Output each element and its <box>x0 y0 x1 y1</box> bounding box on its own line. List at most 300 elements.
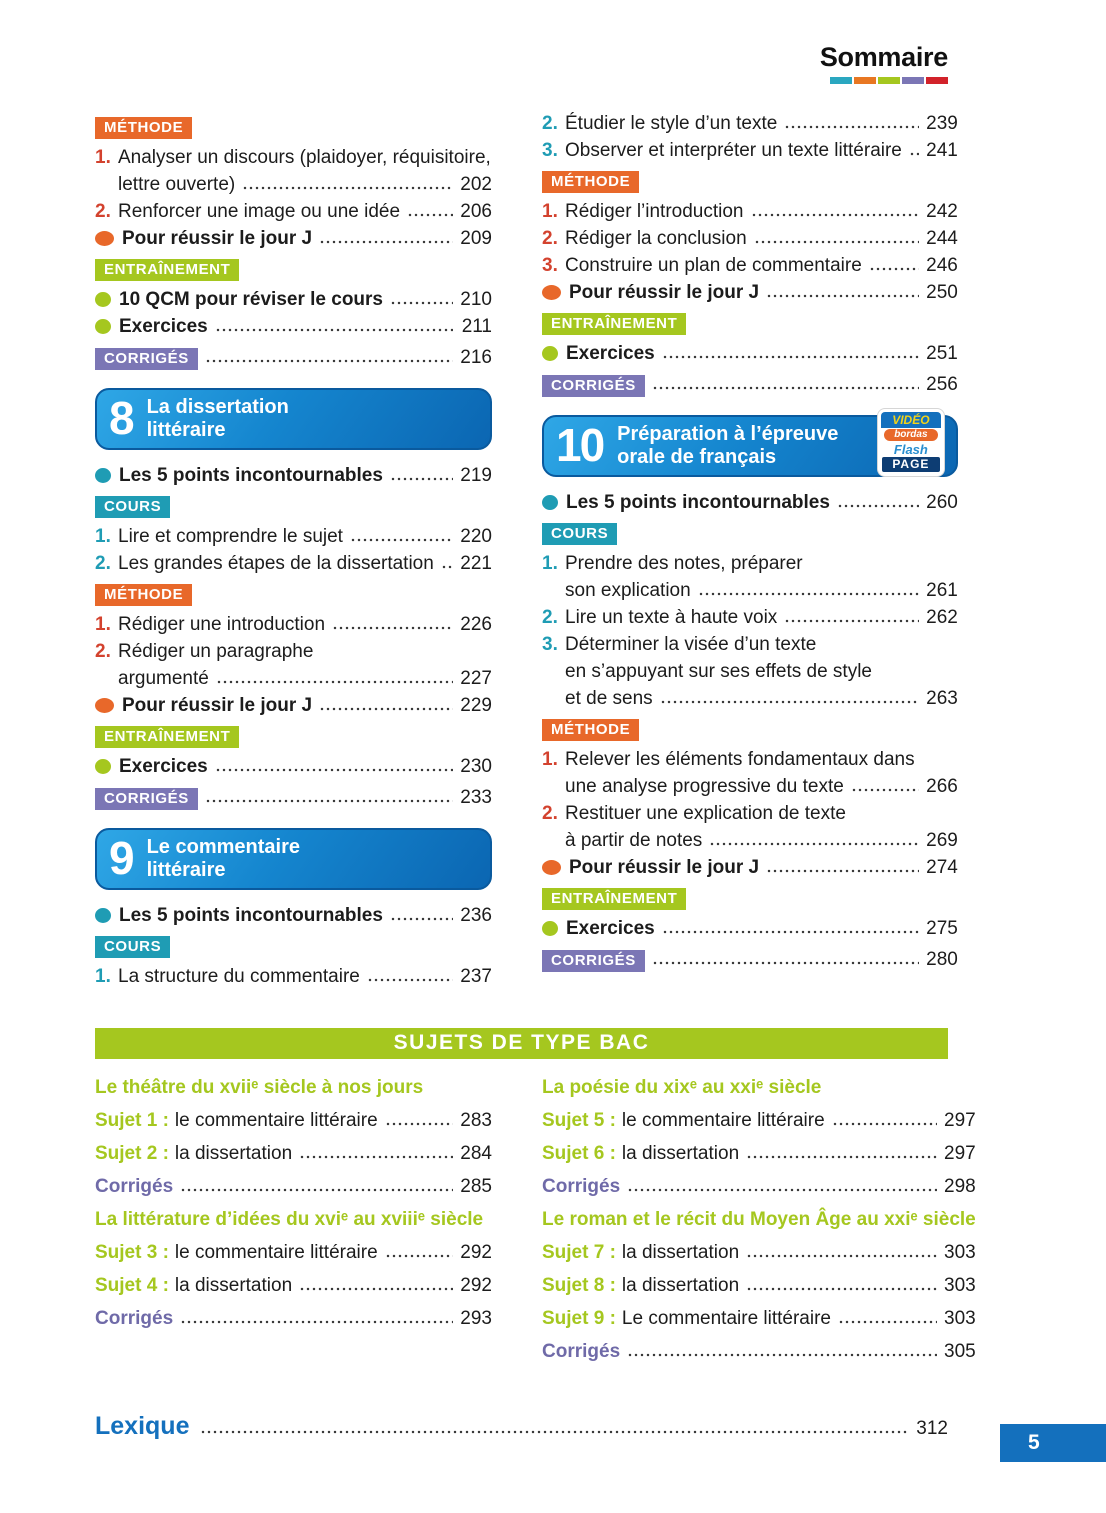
entry-text: en s’appuyant sur ses effets de style <box>565 661 872 682</box>
entry-text: Analyser un discours (plaidoyer, réquisitoire, <box>118 147 491 168</box>
bac-theme-heading: La poésie du xixᵉ au xxiᵉ siècle <box>542 1077 822 1098</box>
dot-leader <box>627 1353 937 1357</box>
chapter-number: 8 <box>109 392 133 445</box>
colorbar-segment-1 <box>830 77 852 84</box>
entry-line <box>95 550 492 577</box>
toc-badge-row <box>95 936 492 958</box>
bac-row-text: la dissertation <box>621 1275 740 1296</box>
entry-page-number: 227 <box>460 668 492 689</box>
bac-row-text: la dissertation <box>621 1143 740 1164</box>
entry-page-number: 211 <box>461 316 492 337</box>
bac-sujet-row <box>542 1302 976 1335</box>
bac-subjects-section <box>95 1028 976 1368</box>
entry-line <box>542 685 958 712</box>
video-badge-page-label: PAGE <box>882 457 940 472</box>
entry-text: Construire un plan de commentaire <box>565 255 862 276</box>
badge-methode: MÉTHODE <box>542 171 639 193</box>
bac-row-label: Corrigés <box>542 1176 621 1197</box>
dot-leader <box>662 355 919 359</box>
toc-badge-row <box>542 171 958 193</box>
bac-row-label: Sujet 5 : <box>542 1110 616 1131</box>
toc-entry <box>95 963 492 990</box>
colorbar-segment-2 <box>854 77 876 84</box>
entry-page-number: 251 <box>926 343 958 364</box>
dot-leader <box>350 538 453 542</box>
entry-page-number: 275 <box>926 918 958 939</box>
bac-sujet-row <box>95 1269 492 1302</box>
toc-badge-row <box>542 719 958 741</box>
entry-page-number: 210 <box>460 289 492 310</box>
bac-column-left <box>95 1071 492 1368</box>
dot-leader <box>766 294 919 298</box>
entry-page-number: 280 <box>926 949 958 970</box>
entry-number: 1. <box>95 614 111 635</box>
toc-entry <box>95 550 492 577</box>
toc-badge-row <box>542 949 958 972</box>
green-bullet-icon <box>542 921 558 936</box>
dot-leader <box>784 619 919 623</box>
bac-corriges-row <box>95 1170 492 1203</box>
bac-row-label: Sujet 1 : <box>95 1110 169 1131</box>
entry-page-number: 305 <box>944 1341 976 1362</box>
toc-entry <box>542 800 958 854</box>
chapter-number: 10 <box>556 419 604 472</box>
entry-text: son explication <box>565 580 691 601</box>
badge-corriges: CORRIGÉS <box>95 788 198 810</box>
toc-badge-row <box>95 117 492 139</box>
entry-number: 3. <box>542 255 558 276</box>
bac-sujet-row <box>95 1137 492 1170</box>
dot-leader <box>299 1155 453 1159</box>
badge-corriges: CORRIGÉS <box>95 348 198 370</box>
entry-text: Déterminer la visée d’un texte <box>565 634 817 655</box>
entry-text: Les grandes étapes de la dissertation <box>118 553 434 574</box>
toc-badge-row <box>95 726 492 748</box>
bac-row-text: le commentaire littéraire <box>174 1242 378 1263</box>
chapter-title-line: littéraire <box>146 859 226 881</box>
bac-theme-heading: Le théâtre du xviiᵉ siècle à nos jours <box>95 1077 424 1098</box>
entry-page-number: 241 <box>926 140 958 161</box>
video-badge-bordas-logo: bordas <box>884 429 938 441</box>
entry-page-number: 292 <box>460 1275 492 1296</box>
entry-page-number: 297 <box>944 1110 976 1131</box>
entry-line <box>542 137 958 164</box>
entry-number: 2. <box>95 641 111 662</box>
dot-leader <box>319 240 453 244</box>
entry-page-number: 229 <box>460 695 492 716</box>
entry-text: argumenté <box>118 668 209 689</box>
dot-leader <box>242 186 453 190</box>
bac-row-label: Sujet 6 : <box>542 1143 616 1164</box>
badge-methode: MÉTHODE <box>95 584 192 606</box>
entry-line <box>95 171 492 198</box>
entry-number: 3. <box>542 634 558 655</box>
toc-badge-row <box>95 584 492 606</box>
entry-text: Pour réussir le jour J <box>569 282 760 303</box>
toc-entry <box>542 550 958 604</box>
green-bullet-icon <box>95 292 111 307</box>
entry-line <box>95 144 492 171</box>
dot-leader <box>627 1188 937 1192</box>
chapter-title <box>147 396 289 442</box>
page-header <box>95 42 948 84</box>
toc-badge-row <box>95 496 492 518</box>
dot-leader <box>746 1287 937 1291</box>
video-badge-flash-label: Flash <box>893 441 928 457</box>
entry-line <box>542 252 958 279</box>
entry-number: 2. <box>542 607 558 628</box>
page-title: Sommaire <box>819 42 948 72</box>
entry-text: Exercices <box>566 918 655 939</box>
entry-line <box>95 638 492 665</box>
bac-row-label: Sujet 7 : <box>542 1242 616 1263</box>
bac-row-text: le commentaire littéraire <box>621 1110 825 1131</box>
lexique-row <box>95 1412 948 1441</box>
entry-page-number: 226 <box>460 614 492 635</box>
entry-page-number: 262 <box>926 607 958 628</box>
entry-line <box>95 963 492 990</box>
entry-text: Les 5 points incontournables <box>119 465 383 486</box>
orange-bullet-icon <box>542 285 561 300</box>
entry-page-number: 303 <box>944 1275 976 1296</box>
toc-entry <box>95 692 492 719</box>
entry-page-number: 260 <box>926 492 958 513</box>
entry-text: Rédiger une introduction <box>118 614 326 635</box>
dot-leader <box>441 565 453 569</box>
toc-entry <box>95 611 492 638</box>
teal-bullet-icon <box>95 908 111 923</box>
entry-line <box>542 746 958 773</box>
bac-row-label: Sujet 3 : <box>95 1242 169 1263</box>
entry-page-number: 283 <box>460 1110 492 1131</box>
bac-row-label: Sujet 9 : <box>542 1308 616 1329</box>
entry-text: une analyse progressive du texte <box>565 776 844 797</box>
bac-row-label: Sujet 8 : <box>542 1275 616 1296</box>
bac-row-text: Le commentaire littéraire <box>621 1308 831 1329</box>
entry-page-number: 297 <box>944 1143 976 1164</box>
entry-text: Exercices <box>119 316 208 337</box>
chapter-title-line: Le commentaire <box>146 836 300 858</box>
badge-corriges: CORRIGÉS <box>542 950 645 972</box>
dot-leader <box>319 707 453 711</box>
dot-leader <box>390 301 453 305</box>
chapter-title-line: littéraire <box>146 419 226 441</box>
dot-leader <box>385 1122 453 1126</box>
badge-cours: COURS <box>95 936 170 958</box>
entry-number: 2. <box>542 113 558 134</box>
bac-row-label: Corrigés <box>542 1341 621 1362</box>
toc-entry <box>542 489 958 516</box>
entry-text: La structure du commentaire <box>118 966 360 987</box>
video-badge-video-label: VIDÉO <box>881 412 941 428</box>
dot-leader <box>662 930 919 934</box>
entry-text: Lire et comprendre le sujet <box>118 526 343 547</box>
teal-bullet-icon <box>542 495 558 510</box>
badge-methode: MÉTHODE <box>95 117 192 139</box>
bac-row-text: la dissertation <box>621 1242 740 1263</box>
entry-page-number: 237 <box>460 966 492 987</box>
dot-leader <box>652 961 919 965</box>
colorbar-segment-3 <box>878 77 900 84</box>
entry-text: Relever les éléments fondamentaux dans <box>565 749 915 770</box>
chapter-title <box>147 836 300 882</box>
toc-entry <box>95 638 492 692</box>
bac-sujet-row <box>542 1269 976 1302</box>
entry-page-number: 216 <box>460 347 492 368</box>
entry-text: Observer et interpréter un texte littéraire <box>565 140 902 161</box>
bac-sujet-row <box>542 1137 976 1170</box>
toc-entry <box>95 225 492 252</box>
bac-row-text: la dissertation <box>174 1143 293 1164</box>
entry-line <box>542 773 958 800</box>
bac-row-label: Corrigés <box>95 1176 174 1197</box>
entry-text: Lire un texte à haute voix <box>565 607 778 628</box>
entry-number: 1. <box>95 147 111 168</box>
toc-entry <box>95 462 492 489</box>
entry-line <box>542 827 958 854</box>
entry-page-number: 285 <box>460 1176 492 1197</box>
entry-line <box>542 110 958 137</box>
toc-entry <box>95 902 492 929</box>
table-of-contents <box>95 110 958 990</box>
entry-page-number: 293 <box>460 1308 492 1329</box>
toc-entry <box>95 286 492 313</box>
entry-text: Renforcer une image ou une idée <box>118 201 401 222</box>
entry-page-number: 230 <box>460 756 492 777</box>
entry-line <box>95 611 492 638</box>
dot-leader <box>205 799 453 803</box>
toc-entry <box>542 225 958 252</box>
chapter-title-line: Préparation à l’épreuve <box>617 423 839 445</box>
bac-banner: SUJETS DE TYPE BAC <box>95 1028 948 1059</box>
green-bullet-icon <box>95 759 111 774</box>
chapter-box <box>95 388 492 450</box>
entry-text: Pour réussir le jour J <box>122 228 313 249</box>
dot-leader <box>215 328 453 332</box>
entry-page-number: 250 <box>926 282 958 303</box>
toc-entry <box>542 110 958 137</box>
dot-leader <box>851 788 919 792</box>
entry-page-number: 244 <box>926 228 958 249</box>
dot-leader <box>216 680 453 684</box>
dot-leader <box>766 869 919 873</box>
dot-leader <box>200 1430 909 1434</box>
entry-number: 2. <box>95 201 111 222</box>
entry-page-number: 298 <box>944 1176 976 1197</box>
toc-entry <box>542 631 958 712</box>
entry-page-number: 202 <box>460 174 492 195</box>
entry-page-number: 220 <box>460 526 492 547</box>
bac-corriges-row <box>95 1302 492 1335</box>
entry-text: Rédiger un paragraphe <box>118 641 314 662</box>
dot-leader <box>909 152 919 156</box>
entry-line <box>542 631 958 658</box>
entry-text: Exercices <box>566 343 655 364</box>
entry-text: Les 5 points incontournables <box>566 492 830 513</box>
bac-sujet-row <box>542 1236 976 1269</box>
entry-text: Les 5 points incontournables <box>119 905 383 926</box>
toc-entry <box>95 198 492 225</box>
dot-leader <box>385 1254 453 1258</box>
entry-text: Étudier le style d’un texte <box>565 113 778 134</box>
toc-entry <box>542 340 958 367</box>
bac-sujet-row <box>542 1104 976 1137</box>
dot-leader <box>751 213 919 217</box>
entry-line <box>95 665 492 692</box>
entry-line <box>95 523 492 550</box>
dot-leader <box>784 125 919 129</box>
toc-badge-row <box>95 259 492 281</box>
toc-badge-row <box>542 888 958 910</box>
toc-badge-row <box>542 374 958 397</box>
entry-page-number: 236 <box>460 905 492 926</box>
page-number-tab <box>1000 1424 1106 1462</box>
orange-bullet-icon <box>95 698 114 713</box>
orange-bullet-icon <box>95 231 114 246</box>
entry-page-number: 303 <box>944 1308 976 1329</box>
badge-entrainement: ENTRAÎNEMENT <box>542 888 686 910</box>
badge-cours: COURS <box>95 496 170 518</box>
dot-leader <box>299 1287 453 1291</box>
bac-sujet-row <box>95 1104 492 1137</box>
bac-column-right <box>542 1071 976 1368</box>
entry-text: et de sens <box>565 688 653 709</box>
entry-number: 1. <box>542 749 558 770</box>
entry-number: 1. <box>95 966 111 987</box>
entry-page-number: 209 <box>460 228 492 249</box>
chapter-box <box>95 828 492 890</box>
dot-leader <box>180 1188 453 1192</box>
entry-text: Rédiger la conclusion <box>565 228 747 249</box>
dot-leader <box>832 1122 937 1126</box>
entry-text: 10 QCM pour réviser le cours <box>119 289 383 310</box>
lexique-page-number: 312 <box>916 1418 948 1439</box>
entry-line <box>542 550 958 577</box>
toc-badge-row <box>542 523 958 545</box>
entry-number: 2. <box>542 803 558 824</box>
entry-number: 1. <box>542 553 558 574</box>
bac-row-label: Sujet 2 : <box>95 1143 169 1164</box>
dot-leader <box>367 978 453 982</box>
toc-entry <box>95 523 492 550</box>
chapter-title-line: La dissertation <box>146 396 289 418</box>
green-bullet-icon <box>542 346 558 361</box>
chapter-box <box>542 412 958 477</box>
entry-line <box>542 198 958 225</box>
toc-entry <box>95 144 492 198</box>
toc-entry <box>95 313 492 340</box>
bac-theme-heading: La littérature d’idées du xviᵉ au xviiiᵉ siècle <box>95 1209 484 1230</box>
dot-leader <box>180 1320 453 1324</box>
entry-text: Pour réussir le jour J <box>122 695 313 716</box>
entry-line <box>542 604 958 631</box>
entry-page-number: 239 <box>926 113 958 134</box>
dot-leader <box>390 477 453 481</box>
entry-text: à partir de notes <box>565 830 703 851</box>
bac-sujet-row <box>95 1236 492 1269</box>
teal-bullet-icon <box>95 468 111 483</box>
colorbar-segment-5 <box>926 77 948 84</box>
entry-text: lettre ouverte) <box>118 174 236 195</box>
toc-column-left <box>95 110 492 990</box>
entry-number: 1. <box>542 201 558 222</box>
dot-leader <box>332 626 453 630</box>
entry-page-number: 266 <box>926 776 958 797</box>
toc-entry <box>542 746 958 800</box>
dot-leader <box>215 768 453 772</box>
toc-entry <box>542 604 958 631</box>
toc-badge-row <box>542 313 958 335</box>
dot-leader <box>390 917 453 921</box>
entry-text: Rédiger l’introduction <box>565 201 744 222</box>
page-number: 5 <box>1028 1431 1040 1454</box>
bac-row-label: Corrigés <box>95 1308 174 1329</box>
entry-line <box>542 658 958 685</box>
colorbar <box>830 77 948 84</box>
badge-methode: MÉTHODE <box>542 719 639 741</box>
chapter-number: 9 <box>109 832 133 885</box>
entry-page-number: 242 <box>926 201 958 222</box>
entry-line <box>542 800 958 827</box>
entry-number: 2. <box>542 228 558 249</box>
colorbar-segment-4 <box>902 77 924 84</box>
chapter-title-line: orale de français <box>617 446 777 468</box>
badge-entrainement: ENTRAÎNEMENT <box>95 726 239 748</box>
entry-number: 2. <box>95 553 111 574</box>
green-bullet-icon <box>95 319 111 334</box>
dot-leader <box>709 842 919 846</box>
entry-line <box>542 225 958 252</box>
dot-leader <box>407 213 453 217</box>
toc-entry <box>95 753 492 780</box>
toc-column-right <box>542 110 958 990</box>
entry-page-number: 261 <box>926 580 958 601</box>
dot-leader <box>652 386 919 390</box>
entry-page-number: 284 <box>460 1143 492 1164</box>
bac-grid <box>95 1071 976 1368</box>
dot-leader <box>838 1320 937 1324</box>
bac-row-text: la dissertation <box>174 1275 293 1296</box>
entry-page-number: 221 <box>460 553 492 574</box>
entry-text: Restituer une explication de texte <box>565 803 846 824</box>
toc-badge-row <box>95 347 492 370</box>
video-badge <box>878 409 944 476</box>
entry-page-number: 274 <box>926 857 958 878</box>
entry-text: Pour réussir le jour J <box>569 857 760 878</box>
toc-entry <box>542 279 958 306</box>
entry-text: Exercices <box>119 756 208 777</box>
badge-entrainement: ENTRAÎNEMENT <box>95 259 239 281</box>
entry-number: 1. <box>95 526 111 547</box>
bac-theme-heading: Le roman et le récit du Moyen Âge au xxiᵉ siècle <box>542 1209 976 1230</box>
entry-page-number: 269 <box>926 830 958 851</box>
entry-page-number: 292 <box>460 1242 492 1263</box>
dot-leader <box>698 592 919 596</box>
toc-entry <box>542 137 958 164</box>
toc-entry <box>542 252 958 279</box>
bac-row-text: le commentaire littéraire <box>174 1110 378 1131</box>
entry-page-number: 256 <box>926 374 958 395</box>
badge-cours: COURS <box>542 523 617 545</box>
entry-number: 3. <box>542 140 558 161</box>
entry-text: Prendre des notes, préparer <box>565 553 803 574</box>
dot-leader <box>746 1254 937 1258</box>
entry-page-number: 206 <box>460 201 492 222</box>
entry-line <box>95 198 492 225</box>
chapter-title <box>617 423 838 469</box>
entry-line <box>542 577 958 604</box>
dot-leader <box>205 359 453 363</box>
